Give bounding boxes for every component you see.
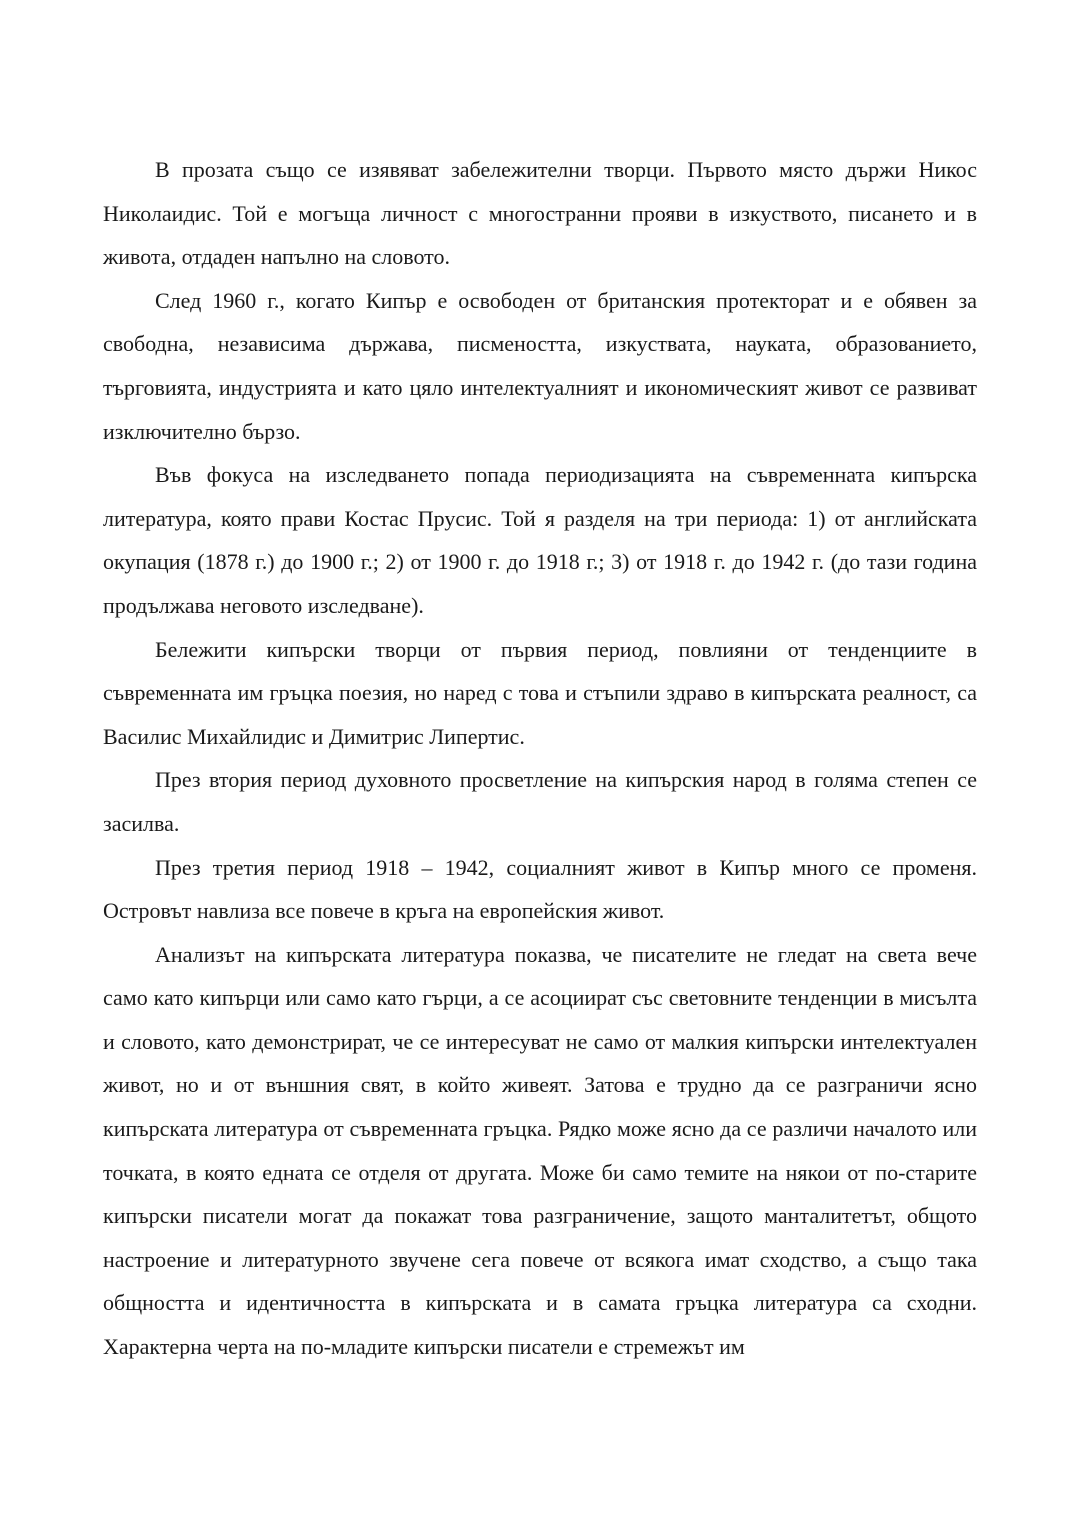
paragraph-analysis: Анализът на кипърската литература показва, че писателите не гледат на света вече само като кипърци или само като гърци, а се асоциират със световните тенденции в мисълта и словото, като демонстрират, че се интересуват не само от малкия кипърски интелектуален живот, но и от външния свят, в който живеят. Затова е трудно да се разграничи ясно кипърската литература от съвременната гръцка. Рядко може ясно да се различи началото или точката, в която едната се отделя от другата. Може би само темите на някои от по-старите кипърски писатели могат да покажат това разграничение, защото манталитетът, общото настроение и литературното звучене сега повече от всякога имат сходство, а също така общността и идентичността в кипърската и в самата гръцка литература са сходни. Характерна черта на по-младите кипърски писатели е стремежът им: [103, 941, 977, 1360]
paragraph-second-period: През втория период духовното просветление на кипърския народ в голяма степен се засилва.: [103, 767, 977, 836]
paragraph-third-period: През третия период 1918 – 1942, социалният живот в Кипър много се променя. Островът навлиза все повече в кръга на европейския живот.: [103, 854, 977, 924]
paragraph-periodization: Във фокуса на изследването попада периодизацията на съвременната кипърска литература, която прави Костас Прусис. Той я разделя на три периода: 1) от английската окупация (1878 г.) до 1900 г.; 2) от 1900 г. до 1918 г.; 3) от 1918 г. до 1942 г. (до тази година продължава неговото изследване).: [103, 462, 977, 618]
document-page: [103, 148, 977, 1369]
paragraph-after-1960: След 1960 г., когато Кипър е освободен от британския протекторат и е обявен за свободна, независима държава, писмеността, изкуствата, науката, образованието, търговията, индустрията и като цяло интелектуалният и икономическият живот се развиват изключително бързо.: [103, 287, 977, 444]
paragraph-first-period: Бележити кипърски творци от първия период, повлияни от тенденциите в съвременната им гръцка поезия, но наред с това и стъпили здраво в кипърската реалност, са Василис Михайлидис и Димитрис Липертис.: [103, 636, 977, 749]
paragraph-prose-writers: В прозата също се изявяват забележителни творци. Първото място държи Никос Николаидис. Той е могъща личност с многостранни прояви в изкуството, писането и в живота, отдаден напълно на словото.: [103, 157, 977, 270]
